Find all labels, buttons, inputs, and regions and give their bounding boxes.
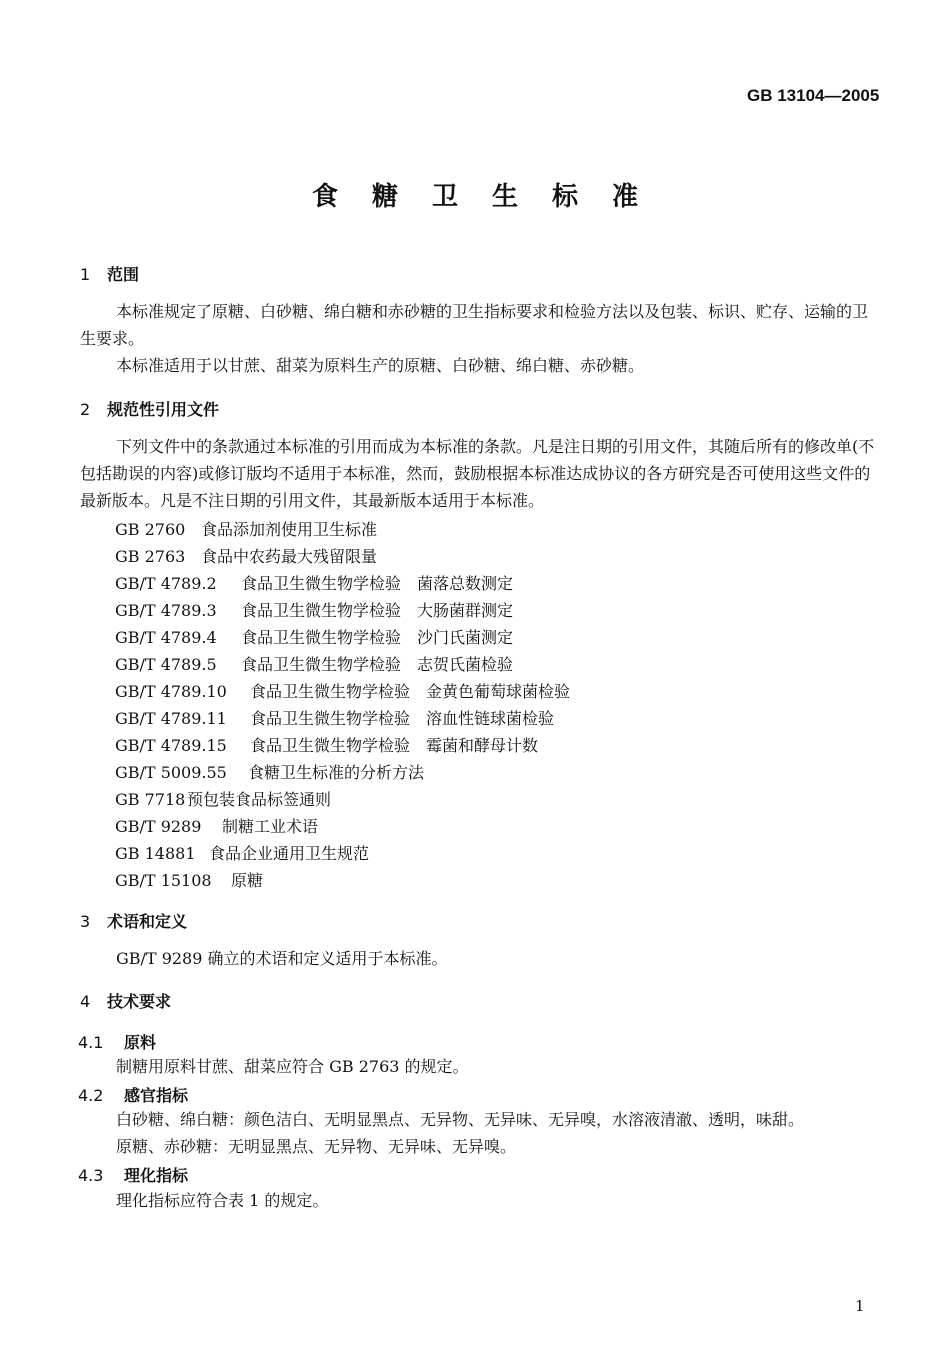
reference-title: 食品中农药最大残留限量 <box>201 547 378 566</box>
reference-title: 预包装食品标签通则 <box>187 790 332 809</box>
reference-item <box>115 760 424 783</box>
section-number: 3 <box>80 912 91 931</box>
subsection-4-3-text: 理化指标应符合表 1 的规定。 <box>116 1191 329 1210</box>
reference-code: GB 2760 <box>115 520 186 539</box>
reference-code: GB/T 4789.5 <box>115 655 217 674</box>
section-1-heading <box>80 262 139 285</box>
section-title: 技术要求 <box>107 992 172 1011</box>
reference-item <box>115 733 538 756</box>
reference-title: 食品卫生微生物学检验 菌落总数测定 <box>241 574 514 593</box>
reference-code: GB/T 4789.15 <box>115 736 227 755</box>
subsection-number: 4.3 <box>78 1166 104 1185</box>
subsection-4-2-heading <box>78 1083 188 1106</box>
reference-code: GB/T 15108 <box>115 871 212 890</box>
reference-item <box>115 787 331 810</box>
subsection-4-2-text-2: 原糖、赤砂糖：无明显黑点、无异物、无异味、无异嗅。 <box>116 1137 517 1156</box>
reference-code: GB/T 4789.10 <box>115 682 227 701</box>
reference-code: GB 7718 <box>115 790 186 809</box>
document-title: 食糖卫生标准 <box>311 182 672 212</box>
reference-code: GB 14881 <box>115 844 196 863</box>
reference-title: 原糖 <box>231 871 264 890</box>
reference-title: 食品卫生微生物学检验 霉菌和酵母计数 <box>250 736 539 755</box>
subsection-4-3-heading <box>78 1163 188 1186</box>
reference-title: 食品卫生微生物学检验 沙门氏菌测定 <box>241 628 514 647</box>
reference-code: GB/T 4789.3 <box>115 601 217 620</box>
reference-code: GB/T 4789.4 <box>115 628 217 647</box>
reference-title: 食糖卫生标准的分析方法 <box>248 763 425 782</box>
reference-item <box>115 625 513 648</box>
standard-number: GB 13104—2005 <box>747 86 880 105</box>
subsection-title: 理化指标 <box>124 1166 189 1185</box>
subsection-4-1-text: 制糖用原料甘蔗、甜菜应符合 GB 2763 的规定。 <box>116 1057 469 1076</box>
section-number: 4 <box>80 992 91 1011</box>
reference-title: 制糖工业术语 <box>222 817 319 836</box>
subsection-title: 原料 <box>124 1033 157 1052</box>
section-4-heading <box>80 989 171 1012</box>
subsection-number: 4.2 <box>78 1086 104 1105</box>
reference-item <box>115 868 263 891</box>
subsection-title: 感官指标 <box>124 1086 189 1105</box>
subsection-4-2-text-1: 白砂糖、绵白糖：颜色洁白、无明显黑点、无异物、无异味、无异嗅，水溶液清澈、透明，味甜。 <box>116 1110 805 1129</box>
reference-item <box>115 598 513 621</box>
reference-title: 食品卫生微生物学检验 金黄色葡萄球菌检验 <box>250 682 571 701</box>
reference-code: GB/T 5009.55 <box>115 763 227 782</box>
section-1-paragraph-2: 本标准适用于以甘蔗、甜菜为原料生产的原糖、白砂糖、绵白糖、赤砂糖。 <box>116 356 645 375</box>
reference-item <box>115 517 377 540</box>
section-2-paragraph: 下列文件中的条款通过本标准的引用而成为本标准的条款。凡是注日期的引用文件，其随后所有的修改单(不包括勘误的内容)或修订版均不适用于本标准，然而，鼓励根据本标准达成协议的各方研究是否可使用这些文件的最新版本。凡是不注日期的引用文件，其最新版本适用于本标准。 <box>80 437 875 510</box>
section-number: 2 <box>80 400 91 419</box>
section-2-heading <box>80 397 219 420</box>
reference-item <box>115 679 570 702</box>
section-number: 1 <box>80 265 91 284</box>
reference-title: 食品卫生微生物学检验 志贺氏菌检验 <box>241 655 514 674</box>
reference-item <box>115 652 513 675</box>
reference-item <box>115 571 513 594</box>
reference-item <box>115 544 377 567</box>
section-title: 范围 <box>107 265 140 284</box>
reference-title: 食品卫生微生物学检验 溶血性链球菌检验 <box>250 709 555 728</box>
section-title: 规范性引用文件 <box>107 400 220 419</box>
reference-code: GB 2763 <box>115 547 186 566</box>
subsection-number: 4.1 <box>78 1033 104 1052</box>
section-3-heading <box>80 909 187 932</box>
reference-item <box>115 841 369 864</box>
section-title: 术语和定义 <box>107 912 188 931</box>
subsection-4-1-heading <box>78 1030 156 1053</box>
reference-item <box>115 814 318 837</box>
reference-item <box>115 706 554 729</box>
reference-title: 食品卫生微生物学检验 大肠菌群测定 <box>241 601 514 620</box>
reference-code: GB/T 9289 <box>115 817 202 836</box>
reference-title: 食品添加剂使用卫生标准 <box>201 520 378 539</box>
reference-code: GB/T 4789.2 <box>115 574 217 593</box>
reference-title: 食品企业通用卫生规范 <box>209 844 370 863</box>
page-number: 1 <box>855 1297 865 1315</box>
section-1-paragraph-1: 本标准规定了原糖、白砂糖、绵白糖和赤砂糖的卫生指标要求和检验方法以及包装、标识、贮存、运输的卫生要求。 <box>80 302 869 348</box>
section-3-paragraph: GB/T 9289 确立的术语和定义适用于本标准。 <box>116 949 448 968</box>
reference-code: GB/T 4789.11 <box>115 709 227 728</box>
